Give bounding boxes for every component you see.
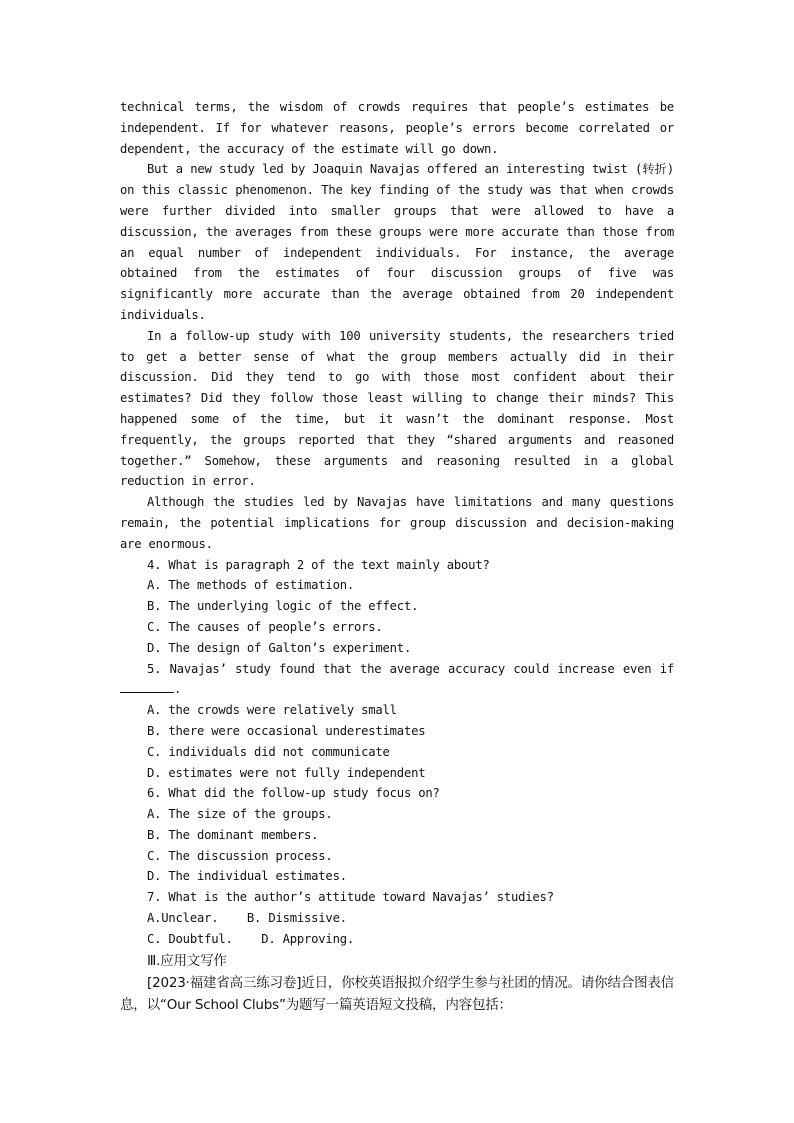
question-6-option-a: A. The size of the groups.: [147, 807, 333, 822]
question-6-stem: 6. What did the follow-up study focus on?: [147, 786, 440, 801]
writing-prompt: [2023·福建省高三练习卷]近日，你校英语报拟介绍学生参与社团的情况。请你结合图表信息，以“Our School Clubs”为题写一篇英语短文投稿，内容包括：: [120, 974, 674, 1013]
passage-paragraph-3: In a follow-up study with 100 university students, the researchers tried to get a better sense of what the group members actually did in their discussion. Did they tend to go with those most confident about their estimates? Did they follow those least willing to change their minds? This happened some of the time, but it wasn’t the dominant response. Most frequently, the groups reported that they “shared arguments and reasoned together.” Somehow, these arguments and reasoning resulted in a global reduction in error.: [120, 328, 674, 489]
document-page: [120, 97, 674, 1016]
question-5-stem-end: .: [174, 682, 182, 697]
passage-paragraph-1: technical terms, the wisdom of crowds requires that people’s estimates be independent. If for whatever reasons, people’s errors become correlated or dependent, the accuracy of the estimate will go down.: [120, 100, 674, 156]
section-heading: Ⅲ.应用文写作: [147, 952, 227, 969]
passage-paragraph-2: But a new study led by Joaquin Navajas offered an interesting twist (转折) on this classic phenomenon. The key finding of the study was that when crowds were further divided into smaller groups that were allowed to have a discussion, the averages from these groups were more accurate than those from an equal number of independent individuals. For instance, the average obtained from the estimates of four discussion groups of five was significantly more accurate than the average obtained from 20 independent individuals.: [120, 162, 674, 322]
question-5-option-b: B. there were occasional underestimates: [147, 723, 426, 738]
question-5-option-c: C. individuals did not communicate: [147, 744, 390, 759]
question-6-option-d: D. The individual estimates.: [147, 869, 347, 884]
question-4-option-d: D. The design of Galton’s experiment.: [147, 640, 412, 655]
passage-paragraph-4: Although the studies led by Navajas have limitations and many questions remain, the potential implications for group discussion and decision-making are enormous.: [120, 495, 674, 551]
question-5-option-a: A. the crowds were relatively small: [147, 703, 397, 718]
question-7-options-row-2: C. Doubtful. D. Approving.: [147, 931, 354, 946]
question-7-options-row-1: A.Unclear. B. Dismissive.: [147, 911, 347, 926]
question-6-option-b: B. The dominant members.: [147, 827, 319, 842]
question-4-stem: 4. What is paragraph 2 of the text mainly about?: [147, 557, 490, 572]
question-5-option-d: D. estimates were not fully independent: [147, 765, 426, 780]
question-5-stem: [120, 659, 674, 701]
question-4-option-a: A. The methods of estimation.: [147, 578, 354, 593]
question-6-option-c: C. The discussion process.: [147, 848, 333, 863]
question-4-option-b: B. The underlying logic of the effect.: [147, 599, 419, 614]
question-5-stem-text: 5. Navajas’ study found that the average accuracy could increase even if: [147, 661, 674, 676]
question-7-stem: 7. What is the author’s attitude toward Navajas’ studies?: [147, 890, 554, 905]
answer-blank: [120, 680, 174, 693]
question-4-option-c: C. The causes of people’s errors.: [147, 619, 383, 634]
